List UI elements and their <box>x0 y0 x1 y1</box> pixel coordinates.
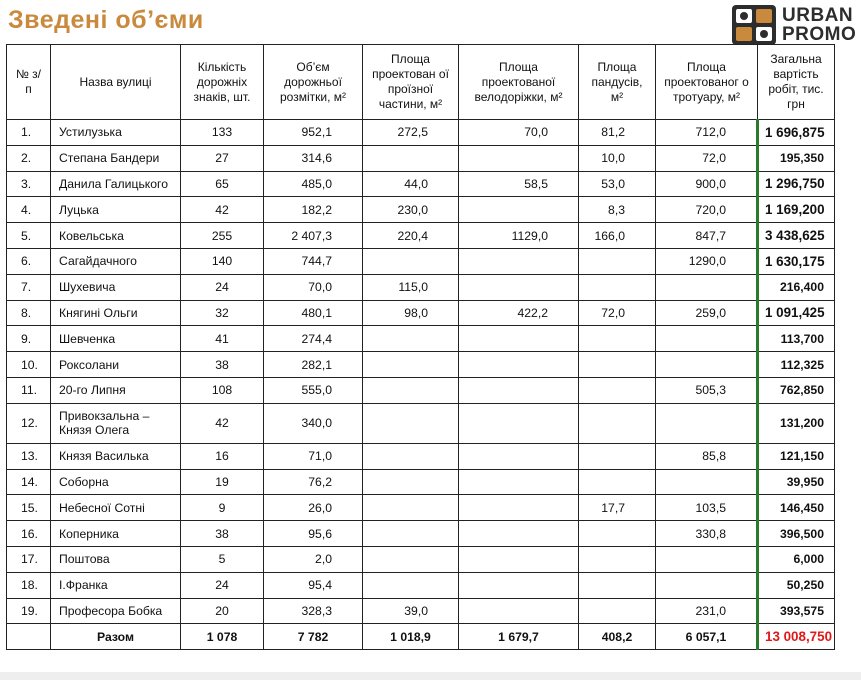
total-roadway: 1 018,9 <box>363 624 459 650</box>
cell-bike <box>459 546 579 572</box>
cell-roadway: 115,0 <box>363 274 459 300</box>
cell-ramps <box>579 443 656 469</box>
cell-roadway <box>363 521 459 547</box>
cell-sidewalk: 847,7 <box>656 223 758 249</box>
logo-line-1: URBAN <box>782 5 854 26</box>
cell-sidewalk: 720,0 <box>656 197 758 223</box>
cell-num: 9. <box>7 326 51 352</box>
total-row <box>7 624 835 650</box>
logo-text <box>782 6 856 44</box>
table-row <box>7 403 835 443</box>
cell-street: Данила Галицького <box>51 171 181 197</box>
total-bike: 1 679,7 <box>459 624 579 650</box>
cell-sidewalk: 1290,0 <box>656 248 758 274</box>
cell-roadway: 39,0 <box>363 598 459 624</box>
table-row <box>7 352 835 378</box>
cell-cost: 3 438,625 <box>758 223 835 249</box>
cell-bike <box>459 352 579 378</box>
cell-marking: 76,2 <box>264 469 363 495</box>
cell-cost: 146,450 <box>758 495 835 521</box>
cell-street: Устилузька <box>51 120 181 146</box>
cell-marking: 340,0 <box>264 403 363 443</box>
cell-num: 7. <box>7 274 51 300</box>
cell-ramps: 72,0 <box>579 300 656 326</box>
cell-cost: 393,575 <box>758 598 835 624</box>
cell-num: 6. <box>7 248 51 274</box>
cell-marking: 26,0 <box>264 495 363 521</box>
cell-roadway: 220,4 <box>363 223 459 249</box>
cell-ramps <box>579 377 656 403</box>
cell-ramps <box>579 469 656 495</box>
cell-signs: 24 <box>181 572 264 598</box>
cell-marking: 555,0 <box>264 377 363 403</box>
cell-sidewalk: 103,5 <box>656 495 758 521</box>
cell-ramps: 53,0 <box>579 171 656 197</box>
cell-ramps <box>579 572 656 598</box>
cell-num: 1. <box>7 120 51 146</box>
cell-signs: 108 <box>181 377 264 403</box>
table-row <box>7 572 835 598</box>
cell-marking: 282,1 <box>264 352 363 378</box>
cell-sidewalk: 259,0 <box>656 300 758 326</box>
table-row <box>7 326 835 352</box>
total-label: Разом <box>51 624 181 650</box>
cell-signs: 42 <box>181 403 264 443</box>
header-marking: Об’єм дорожньої розмітки, м² <box>264 45 363 120</box>
footer-bar <box>0 672 861 680</box>
cell-street: Ковельська <box>51 223 181 249</box>
cell-cost: 39,950 <box>758 469 835 495</box>
cell-signs: 65 <box>181 171 264 197</box>
cell-street: Небесної Сотні <box>51 495 181 521</box>
total-sidewalk: 6 057,1 <box>656 624 758 650</box>
header-roadway: Площа проектован ої проїзної частини, м² <box>363 45 459 120</box>
cell-ramps: 8,3 <box>579 197 656 223</box>
cell-ramps <box>579 521 656 547</box>
cell-bike <box>459 521 579 547</box>
cell-ramps <box>579 546 656 572</box>
cell-bike <box>459 495 579 521</box>
cell-cost: 113,700 <box>758 326 835 352</box>
cell-sidewalk: 85,8 <box>656 443 758 469</box>
table-row <box>7 495 835 521</box>
cell-signs: 255 <box>181 223 264 249</box>
cell-signs: 38 <box>181 521 264 547</box>
cell-signs: 9 <box>181 495 264 521</box>
cell-marking: 182,2 <box>264 197 363 223</box>
cell-signs: 41 <box>181 326 264 352</box>
cell-signs: 140 <box>181 248 264 274</box>
cell-num: 4. <box>7 197 51 223</box>
table-row <box>7 145 835 171</box>
header-cost: Загальна вартість робіт, тис. грн <box>758 45 835 120</box>
logo-mark-icon <box>730 3 778 47</box>
cell-ramps <box>579 403 656 443</box>
cell-signs: 24 <box>181 274 264 300</box>
cell-num: 11. <box>7 377 51 403</box>
cell-cost: 50,250 <box>758 572 835 598</box>
cell-sidewalk: 72,0 <box>656 145 758 171</box>
cell-marking: 71,0 <box>264 443 363 469</box>
cell-street: І.Франка <box>51 572 181 598</box>
cell-bike <box>459 469 579 495</box>
cell-sidewalk: 505,3 <box>656 377 758 403</box>
cell-roadway <box>363 572 459 598</box>
header-bike: Площа проектованої велодоріжки, м² <box>459 45 579 120</box>
cell-bike: 1129,0 <box>459 223 579 249</box>
cell-street: Шевченка <box>51 326 181 352</box>
cell-sidewalk: 900,0 <box>656 171 758 197</box>
cell-roadway <box>363 469 459 495</box>
total-ramps: 408,2 <box>579 624 656 650</box>
table-row <box>7 248 835 274</box>
cell-roadway: 230,0 <box>363 197 459 223</box>
header-street: Назва вулиці <box>51 45 181 120</box>
table-row <box>7 197 835 223</box>
cell-roadway <box>363 546 459 572</box>
cell-num: 15. <box>7 495 51 521</box>
cell-sidewalk <box>656 546 758 572</box>
cell-marking: 70,0 <box>264 274 363 300</box>
cell-cost: 112,325 <box>758 352 835 378</box>
cell-sidewalk: 231,0 <box>656 598 758 624</box>
cell-signs: 16 <box>181 443 264 469</box>
header-ramps: Площа пандусів, м² <box>579 45 656 120</box>
cell-marking: 2 407,3 <box>264 223 363 249</box>
cell-num: 5. <box>7 223 51 249</box>
cell-ramps: 10,0 <box>579 145 656 171</box>
cell-ramps <box>579 274 656 300</box>
table-row <box>7 546 835 572</box>
cell-marking: 485,0 <box>264 171 363 197</box>
cell-marking: 95,4 <box>264 572 363 598</box>
cell-signs: 32 <box>181 300 264 326</box>
cell-marking: 95,6 <box>264 521 363 547</box>
cell-sidewalk: 330,8 <box>656 521 758 547</box>
cell-signs: 38 <box>181 352 264 378</box>
cell-roadway <box>363 443 459 469</box>
cell-bike: 58,5 <box>459 171 579 197</box>
header-sidewalk: Площа проектованог о тротуару, м² <box>656 45 758 120</box>
cell-sidewalk <box>656 274 758 300</box>
cell-signs: 133 <box>181 120 264 146</box>
header-num: № з/п <box>7 45 51 120</box>
cell-street: Соборна <box>51 469 181 495</box>
cell-ramps <box>579 326 656 352</box>
cell-cost: 1 091,425 <box>758 300 835 326</box>
total-signs: 1 078 <box>181 624 264 650</box>
cell-roadway <box>363 377 459 403</box>
cell-ramps: 166,0 <box>579 223 656 249</box>
cell-num: 2. <box>7 145 51 171</box>
cell-sidewalk <box>656 326 758 352</box>
cell-ramps: 17,7 <box>579 495 656 521</box>
table-row <box>7 469 835 495</box>
header-signs: Кількість дорожніх знаків, шт. <box>181 45 264 120</box>
cell-cost: 396,500 <box>758 521 835 547</box>
cell-sidewalk <box>656 572 758 598</box>
cell-roadway: 98,0 <box>363 300 459 326</box>
cell-marking: 328,3 <box>264 598 363 624</box>
cell-cost: 1 296,750 <box>758 171 835 197</box>
total-marking: 7 782 <box>264 624 363 650</box>
cell-bike: 70,0 <box>459 120 579 146</box>
cell-roadway: 44,0 <box>363 171 459 197</box>
cell-sidewalk <box>656 469 758 495</box>
cell-bike <box>459 197 579 223</box>
table-row <box>7 120 835 146</box>
cell-signs: 42 <box>181 197 264 223</box>
cell-marking: 744,7 <box>264 248 363 274</box>
cell-ramps <box>579 248 656 274</box>
cell-marking: 274,4 <box>264 326 363 352</box>
cell-marking: 314,6 <box>264 145 363 171</box>
cell-bike <box>459 403 579 443</box>
table-row <box>7 443 835 469</box>
cell-cost: 216,400 <box>758 274 835 300</box>
volumes-table <box>6 44 835 650</box>
cell-signs: 19 <box>181 469 264 495</box>
cell-sidewalk <box>656 403 758 443</box>
cell-bike <box>459 443 579 469</box>
cell-street: Князя Василька <box>51 443 181 469</box>
cell-num: 13. <box>7 443 51 469</box>
cell-cost: 131,200 <box>758 403 835 443</box>
cell-roadway <box>363 248 459 274</box>
cell-bike <box>459 274 579 300</box>
table-row <box>7 377 835 403</box>
logo-line-2: PROMO <box>782 24 857 45</box>
cell-street: Роксолани <box>51 352 181 378</box>
cell-signs: 5 <box>181 546 264 572</box>
urban-promo-logo <box>730 3 860 47</box>
cell-bike <box>459 326 579 352</box>
page-title: Зведені об’єми <box>8 6 204 34</box>
cell-num: 17. <box>7 546 51 572</box>
cell-bike: 422,2 <box>459 300 579 326</box>
cell-roadway <box>363 403 459 443</box>
cell-roadway <box>363 352 459 378</box>
cell-street: Луцька <box>51 197 181 223</box>
cell-ramps <box>579 352 656 378</box>
total-cost: 13 008,750 <box>758 624 835 650</box>
table-header-row <box>7 45 835 120</box>
cell-roadway: 272,5 <box>363 120 459 146</box>
cell-street: Привокзальна – Князя Олега <box>51 403 181 443</box>
cell-street: Професора Бобка <box>51 598 181 624</box>
cell-sidewalk <box>656 352 758 378</box>
cell-street: 20-го Липня <box>51 377 181 403</box>
table-row <box>7 521 835 547</box>
cell-cost: 195,350 <box>758 145 835 171</box>
cell-signs: 20 <box>181 598 264 624</box>
cell-num: 14. <box>7 469 51 495</box>
cell-cost: 1 630,175 <box>758 248 835 274</box>
cell-street: Шухевича <box>51 274 181 300</box>
cell-street: Поштова <box>51 546 181 572</box>
cell-bike <box>459 598 579 624</box>
cell-roadway <box>363 495 459 521</box>
cell-bike <box>459 145 579 171</box>
table-row <box>7 274 835 300</box>
cell-num: 12. <box>7 403 51 443</box>
table-row <box>7 598 835 624</box>
cell-marking: 2,0 <box>264 546 363 572</box>
cell-num: 16. <box>7 521 51 547</box>
cell-street: Степана Бандери <box>51 145 181 171</box>
cell-marking: 952,1 <box>264 120 363 146</box>
table-row <box>7 223 835 249</box>
cell-marking: 480,1 <box>264 300 363 326</box>
cell-cost: 762,850 <box>758 377 835 403</box>
cell-num: 3. <box>7 171 51 197</box>
cell-street: Коперника <box>51 521 181 547</box>
cell-signs: 27 <box>181 145 264 171</box>
table-row <box>7 300 835 326</box>
cell-roadway <box>363 326 459 352</box>
cell-num: 10. <box>7 352 51 378</box>
cell-bike <box>459 377 579 403</box>
cell-cost: 1 169,200 <box>758 197 835 223</box>
cell-num: 18. <box>7 572 51 598</box>
cell-roadway <box>363 145 459 171</box>
cell-ramps: 81,2 <box>579 120 656 146</box>
cell-cost: 121,150 <box>758 443 835 469</box>
cell-cost: 6,000 <box>758 546 835 572</box>
table-row <box>7 171 835 197</box>
cell-num: 8. <box>7 300 51 326</box>
cell-street: Сагайдачного <box>51 248 181 274</box>
cell-ramps <box>579 598 656 624</box>
cell-bike <box>459 572 579 598</box>
cell-num: 19. <box>7 598 51 624</box>
cell-sidewalk: 712,0 <box>656 120 758 146</box>
cell-street: Княгині Ольги <box>51 300 181 326</box>
cell-cost: 1 696,875 <box>758 120 835 146</box>
cell-bike <box>459 248 579 274</box>
